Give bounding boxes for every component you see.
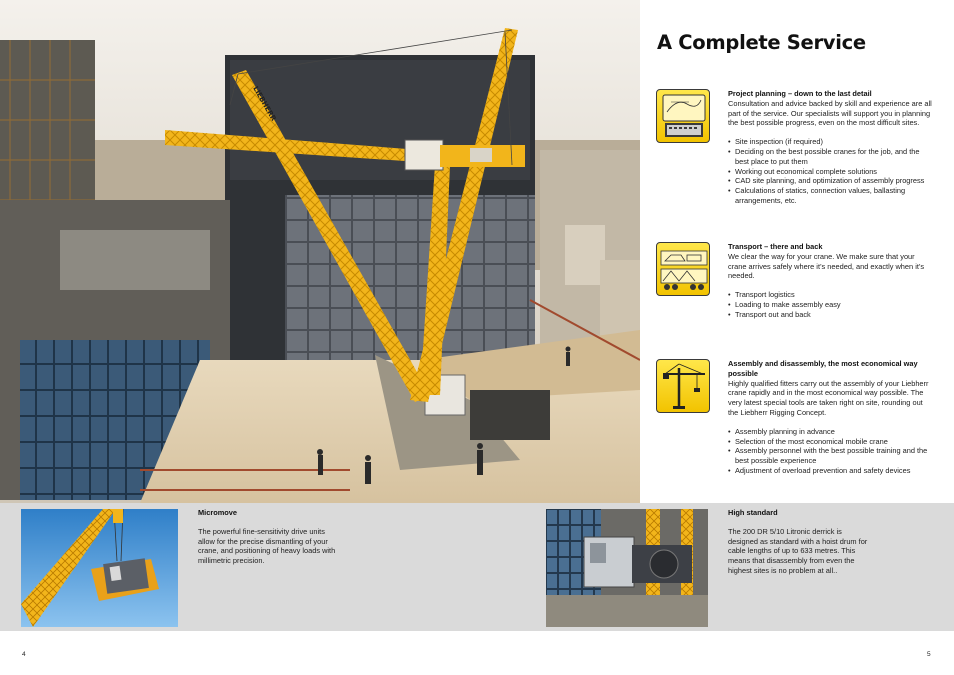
bullet-item: • Transport out and back [728,310,933,320]
bullet-item: • CAD site planning, and optimization of assembly progress [728,176,933,186]
bullet-item: • Adjustment of overload prevention and safety devices [728,466,933,476]
micromove-photo [21,509,178,627]
caption-body: The 200 DR 5/10 Litronic derrick is designed as standard with a hoist drum for cable lengths of up to 633 metres. This means that disassembly from even the highest sites is no problem at all.. [728,526,868,575]
bullet-item: • Transport logistics [728,290,933,300]
section-body: We clear the way for your crane. We make sure that your crane arrives safely where it’s needed, and exactly when it’s needed. [728,251,925,281]
section-body: Highly qualified fitters carry out the assembly of your Liebherr crane rapidly and in the most economical way possible. The very latest special tools are taken right on site, rounding out the Liebherr Rigging Concept. [728,378,929,417]
page-number-left: 4 [22,651,26,658]
section-body: Consultation and advice backed by skill and experience are all part of the service. Our specialists will support you in planning the best possible progress, even on the most difficult sites. [728,98,932,128]
section-heading: Transport – there and back [728,242,823,251]
bullet-item: • Calculations of statics, connection values, ballasting arrangements, etc. [728,186,933,206]
micromove-caption [198,508,340,566]
bullet-item: • Working out economical complete solutions [728,167,933,177]
high-standard-caption [728,508,868,576]
high-standard-photo [546,509,708,627]
caption-heading: Micromove [198,508,238,517]
bullet-item: • Loading to make assembly easy [728,300,933,310]
bullet-item: • Selection of the most economical mobile crane [728,437,933,447]
bullet-item: • Deciding on the best possible cranes for the job, and the best place to put them [728,147,933,167]
bullet-item: • Site inspection (if required) [728,137,933,147]
page-title: A Complete Service [657,31,866,54]
page-number-right: 5 [927,651,931,658]
section-bullets [728,427,933,476]
caption-body: The powerful fine-sensitivity drive units allow for the precise dismantling of your crane, and positioning of heavy loads with millimetric precision. [198,526,336,566]
section-transport [728,242,933,320]
section-planning [728,89,933,206]
section-heading: Assembly and disassembly, the most economical way possible [728,359,918,378]
tower-crane-icon [656,359,710,413]
section-assembly [728,359,933,476]
caption-heading: High standard [728,508,778,517]
transport-truck-icon [656,242,710,296]
bullet-item: • Assembly personnel with the best possible training and the best possible experience [728,446,933,466]
planning-icon [656,89,710,143]
section-heading: Project planning – down to the last detail [728,89,872,98]
bullet-item: • Assembly planning in advance [728,427,933,437]
boom-lettering-mark: LIEBHERR [251,85,278,123]
section-bullets [728,137,933,206]
section-bullets [728,290,933,319]
hero-photo [0,0,640,503]
